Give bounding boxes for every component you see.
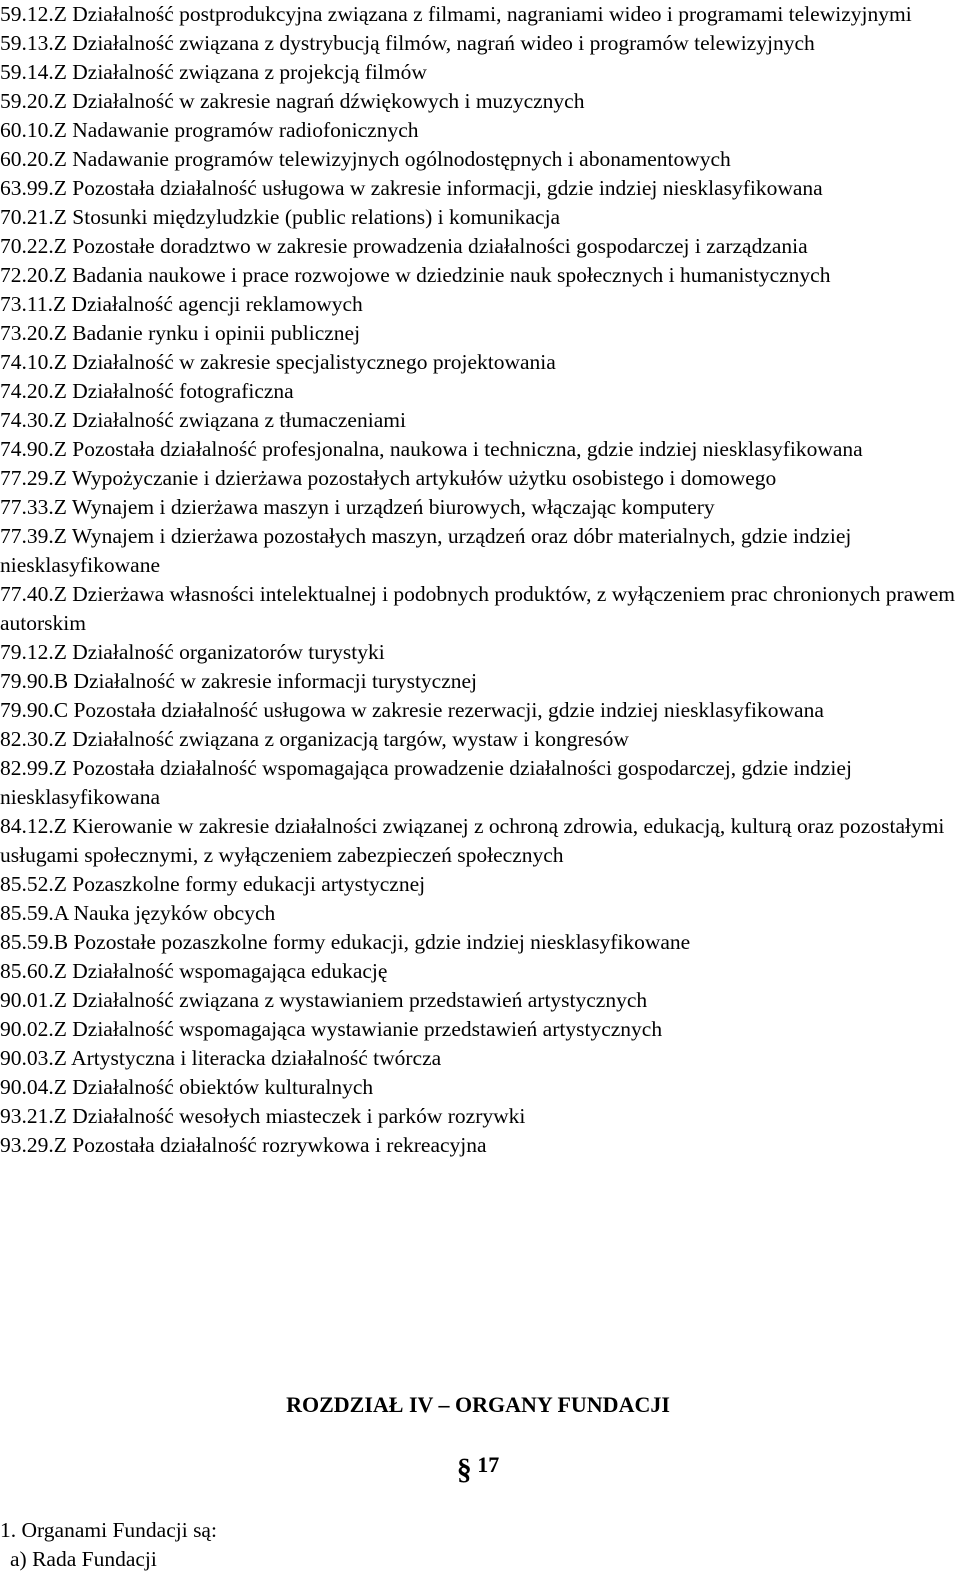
organs-paragraph bbox=[0, 1516, 217, 1574]
activity-entry: 90.03.Z Artystyczna i literacka działalność twórcza bbox=[0, 1046, 442, 1070]
activity-entry: 85.60.Z Działalność wspomagająca edukację bbox=[0, 959, 388, 983]
activity-entry: 90.02.Z Działalność wspomagająca wystawianie przedstawień artystycznych bbox=[0, 1017, 663, 1041]
section-symbol: § bbox=[456, 1453, 472, 1486]
activity-entry: 79.12.Z Działalność organizatorów turystyki bbox=[0, 640, 385, 664]
activity-entry: 73.11.Z Działalność agencji reklamowych bbox=[0, 292, 363, 316]
section-number: 17 bbox=[477, 1452, 500, 1477]
activity-entry: 60.20.Z Nadawanie programów telewizyjnych ogólnodostępnych i abonamentowych bbox=[0, 147, 731, 171]
activity-entry: 74.90.Z Pozostała działalność profesjonalna, naukowa i techniczna, gdzie indziej niesklasyfikowana bbox=[0, 437, 863, 461]
activity-entry: 73.20.Z Badanie rynku i opinii publicznej bbox=[0, 321, 361, 345]
activity-entry: 59.20.Z Działalność w zakresie nagrań dźwiękowych i muzycznych bbox=[0, 89, 585, 113]
activity-entry: 59.14.Z Działalność związana z projekcją filmów bbox=[0, 60, 427, 84]
activity-entry: 77.39.Z Wynajem i dzierżawa pozostałych maszyn, urządzeń oraz dóbr materialnych, gdzie indziej niesklasyfikowane bbox=[0, 524, 852, 577]
organs-list bbox=[0, 1545, 217, 1574]
activity-entry: 85.59.A Nauka języków obcych bbox=[0, 901, 276, 925]
activity-entry: 77.29.Z Wypożyczanie i dzierżawa pozostałych artykułów użytku osobistego i domowego bbox=[0, 466, 777, 490]
activity-entry: 90.01.Z Działalność związana z wystawianiem przedstawień artystycznych bbox=[0, 988, 648, 1012]
organs-intro: 1. Organami Fundacji są: bbox=[0, 1518, 217, 1542]
activity-entry: 74.20.Z Działalność fotograficzna bbox=[0, 379, 294, 403]
activity-entry: 85.52.Z Pozaszkolne formy edukacji artystycznej bbox=[0, 872, 426, 896]
chapter-heading: ROZDZIAŁ IV – ORGANY FUNDACJI bbox=[286, 1392, 670, 1417]
activity-entry: 60.10.Z Nadawanie programów radiofonicznych bbox=[0, 118, 419, 142]
activity-entry: 59.13.Z Działalność związana z dystrybucją filmów, nagrań wideo i programów telewizyjnych bbox=[0, 31, 815, 55]
activity-entry: 70.21.Z Stosunki międzyludzkie (public relations) i komunikacja bbox=[0, 205, 561, 229]
organs-list-item: a) Rada Fundacji bbox=[10, 1547, 157, 1571]
activity-entry: 85.59.B Pozostałe pozaszkolne formy edukacji, gdzie indziej niesklasyfikowane bbox=[0, 930, 691, 954]
activity-entry: 77.33.Z Wynajem i dzierżawa maszyn i urządzeń biurowych, włączając komputery bbox=[0, 495, 715, 519]
activity-entry: 79.90.B Działalność w zakresie informacji turystycznej bbox=[0, 669, 478, 693]
activity-entry: 72.20.Z Badania naukowe i prace rozwojowe w dziedzinie nauk społecznych i humanistycznych bbox=[0, 263, 831, 287]
activity-entry: 93.29.Z Pozostała działalność rozrywkowa i rekreacyjna bbox=[0, 1133, 487, 1157]
activity-entry: 84.12.Z Kierowanie w zakresie działalności związanej z ochroną zdrowia, edukacją, kulturą oraz pozostałymi usługami społecznymi, z wyłączeniem zabezpieczeń społecznych bbox=[0, 814, 945, 867]
section-heading bbox=[0, 1450, 956, 1485]
activity-entry: 74.30.Z Działalność związana z tłumaczeniami bbox=[0, 408, 406, 432]
activity-entry: 77.40.Z Dzierżawa własności intelektualnej i podobnych produktów, z wyłączeniem prac chronionych prawem autorskim bbox=[0, 582, 956, 635]
activity-entry: 82.30.Z Działalność związana z organizacją targów, wystaw i kongresów bbox=[0, 727, 629, 751]
activity-entry: 63.99.Z Pozostała działalność usługowa w zakresie informacji, gdzie indziej niesklasyfikowana bbox=[0, 176, 823, 200]
activity-entry: 90.04.Z Działalność obiektów kulturalnych bbox=[0, 1075, 374, 1099]
activity-entry: 93.21.Z Działalność wesołych miasteczek i parków rozrywki bbox=[0, 1104, 526, 1128]
activity-entry: 59.12.Z Działalność postprodukcyjna związana z filmami, nagraniami wideo i programami telewizyjnymi bbox=[0, 2, 912, 26]
activity-entry: 82.99.Z Pozostała działalność wspomagająca prowadzenie działalności gospodarczej, gdzie indziej niesklasyfikowana bbox=[0, 756, 852, 809]
activity-entry: 74.10.Z Działalność w zakresie specjalistycznego projektowania bbox=[0, 350, 556, 374]
activity-entry: 79.90.C Pozostała działalność usługowa w zakresie rezerwacji, gdzie indziej niesklasyfikowana bbox=[0, 698, 824, 722]
activity-entry: 70.22.Z Pozostałe doradztwo w zakresie prowadzenia działalności gospodarczej i zarządzania bbox=[0, 234, 808, 258]
